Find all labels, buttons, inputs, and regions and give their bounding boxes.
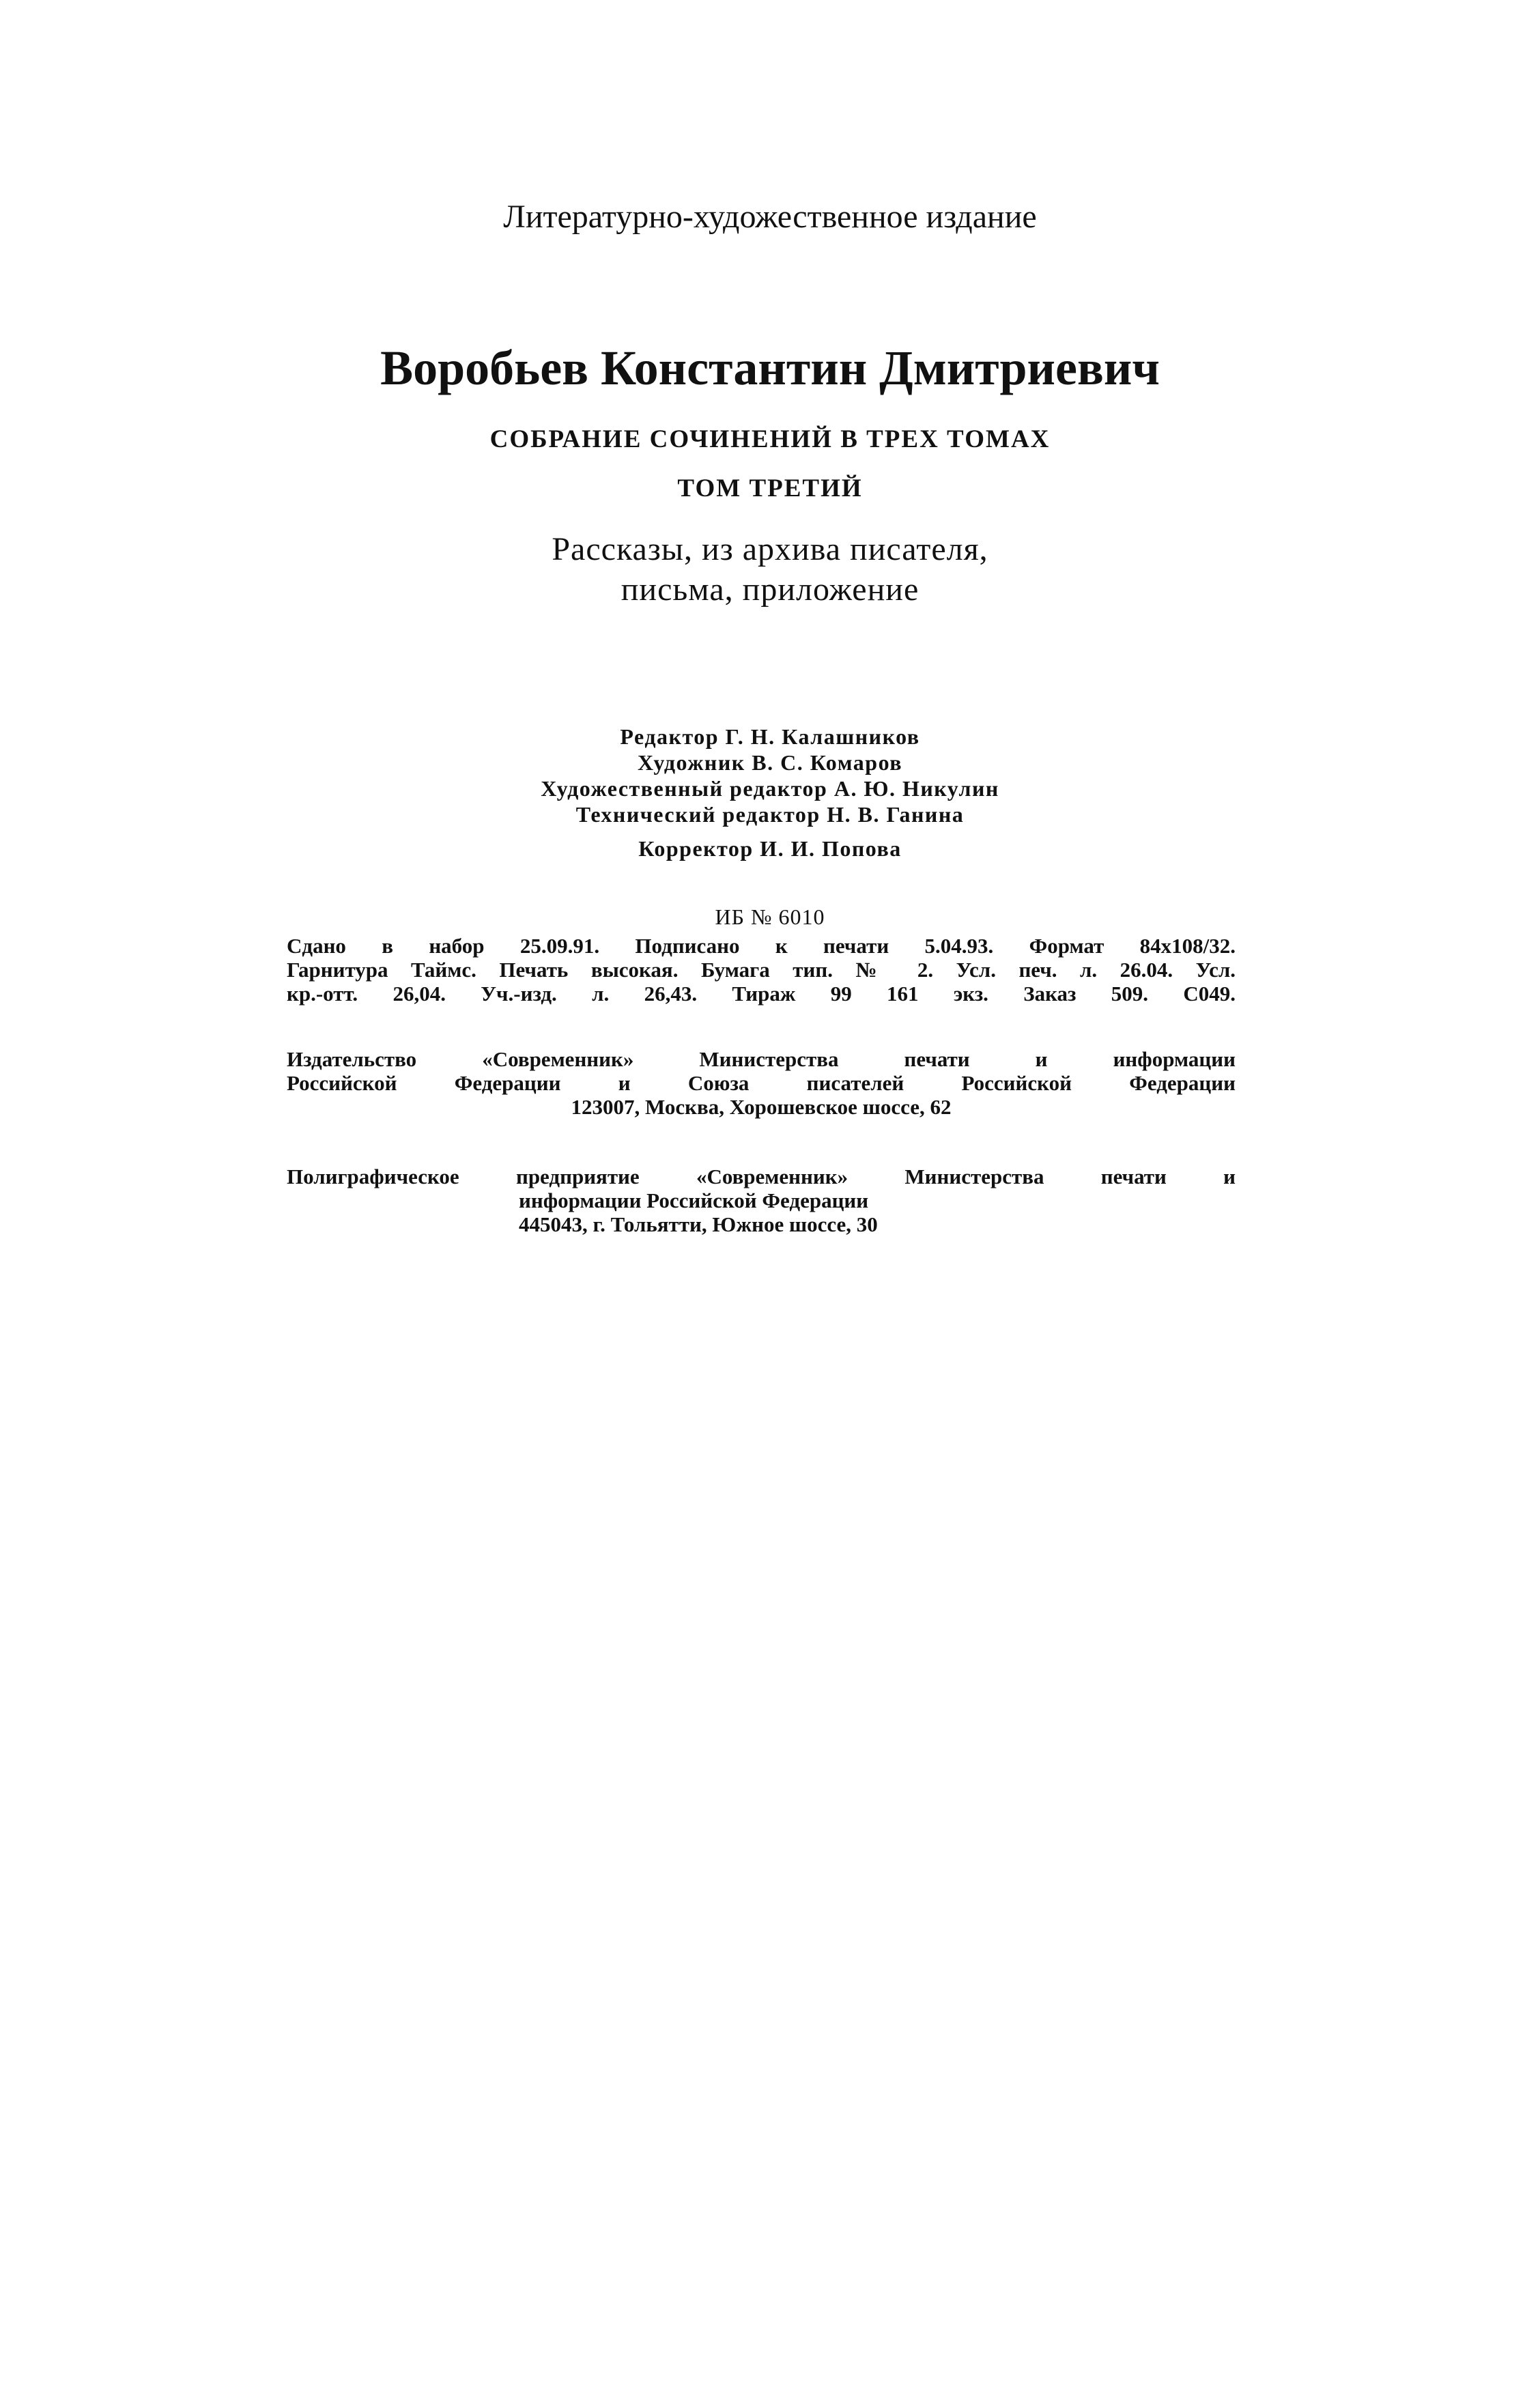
- print-data-line: Сдано в набор 25.09.91. Подписано к печати 5.04.93. Формат 84х108/32.: [287, 934, 1236, 958]
- publisher-block: [287, 1047, 1236, 1119]
- volume-contents-line-2: письма, приложение: [621, 571, 919, 608]
- printer-address: 445043, г. Тольятти, Южное шоссе, 30: [519, 1212, 878, 1236]
- ib-number: ИБ № 6010: [715, 904, 825, 929]
- credit-artist: Художник В. С. Комаров: [637, 750, 903, 775]
- credit-editor: Редактор Г. Н. Калашников: [620, 724, 920, 749]
- volume-contents-line-1: Рассказы, из архива писателя,: [552, 531, 988, 567]
- credit-corrector: Корректор И. И. Попова: [638, 836, 902, 861]
- printer-block: [287, 1165, 1236, 1236]
- publisher-line-1: Издательство «Современник» Министерства печати и информации: [287, 1047, 1236, 1071]
- credit-technical-editor: Технический редактор Н. В. Ганина: [575, 802, 965, 827]
- printer-line-2: информации Российской Федерации: [519, 1188, 869, 1212]
- publisher-line-2: Российской Федерации и Союза писателей Российской Федерации: [287, 1071, 1236, 1095]
- author-name: Воробьев Константин Дмитриевич: [380, 341, 1160, 395]
- collection-title: СОБРАНИЕ СОЧИНЕНИЙ В ТРЕХ ТОМАХ: [489, 425, 1051, 453]
- print-data-line: кр.-отт. 26,04. Уч.-изд. л. 26,43. Тираж 99 161 экз. Заказ 509. С049.: [287, 982, 1236, 1006]
- printer-line-1: Полиграфическое предприятие «Современник» Министерства печати и: [287, 1165, 1236, 1188]
- print-data-block: [287, 934, 1236, 1006]
- publisher-address: 123007, Москва, Хорошевское шоссе, 62: [571, 1095, 952, 1119]
- print-data-line: Гарнитура Таймс. Печать высокая. Бумага тип. № 2. Усл. печ. л. 26.04. Усл.: [287, 958, 1236, 982]
- credit-art-editor: Художественный редактор А. Ю. Никулин: [541, 776, 999, 801]
- publication-type: Литературно-художественное издание: [503, 199, 1037, 235]
- volume-title: ТОМ ТРЕТИЙ: [677, 474, 863, 502]
- credits-block: [0, 724, 1540, 861]
